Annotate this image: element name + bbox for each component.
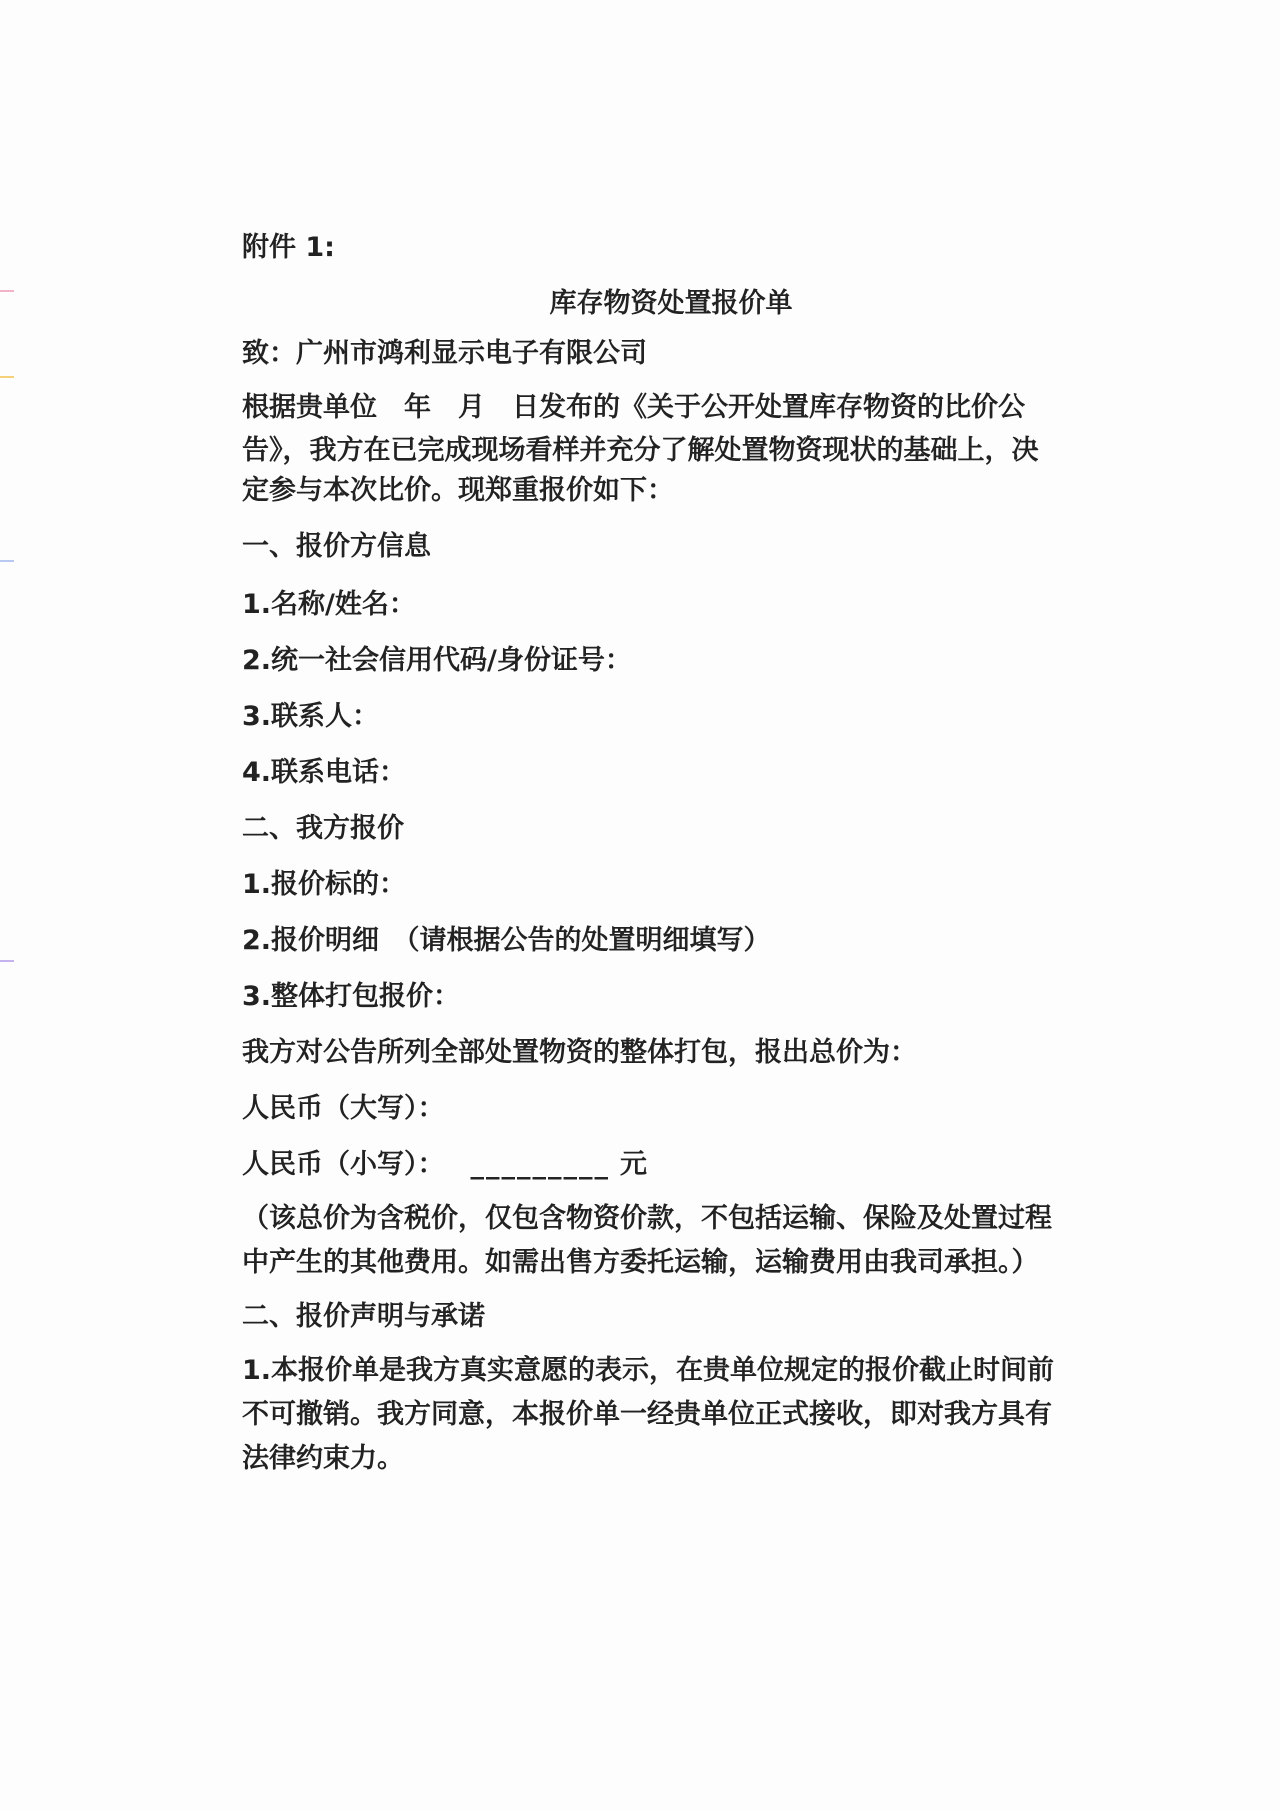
scan-edge-mark <box>0 376 14 378</box>
section-heading-declaration: 二、报价声明与承诺 <box>242 1301 485 1332</box>
declaration-paragraph <box>242 1349 1080 1481</box>
amount-blank: _________ <box>470 1149 610 1180</box>
field-credit-code: 2.统一社会信用代码/身份证号： <box>242 645 632 676</box>
section-heading-our-quote: 二、我方报价 <box>242 813 404 844</box>
quote-item-subject: 1.报价标的： <box>242 869 407 900</box>
intro-line: 告》，我方在已完成现场看样并充分了解处置物资现状的基础上，决 <box>242 435 1039 466</box>
rmb-lowercase-line <box>242 1137 1080 1193</box>
quote-item-package: 3.整体打包报价： <box>242 981 461 1012</box>
price-note-line: （该总价为含税价，仅包含物资价款，不包括运输、保险及处置过程 <box>242 1203 1052 1234</box>
field-name: 1.名称/姓名： <box>242 589 416 620</box>
intro-line: 定参与本次比价。现郑重报价如下： <box>242 475 674 506</box>
intro-line: 根据贵单位 年 月 日发布的《关于公开处置库存物资的比价公 <box>242 392 1025 423</box>
price-note-line: 中产生的其他费用。如需出售方委托运输，运输费用由我司承担。） <box>242 1247 1039 1278</box>
declaration-line: 法律约束力。 <box>242 1443 404 1474</box>
scan-edge-mark <box>0 960 14 962</box>
scan-edge-mark <box>0 560 14 562</box>
attachment-label: 附件 1: <box>242 232 335 263</box>
declaration-line: 1.本报价单是我方真实意愿的表示，在贵单位规定的报价截止时间前 <box>242 1355 1055 1386</box>
field-contact-person: 3.联系人： <box>242 701 380 732</box>
rmb-uppercase-line: 人民币（大写）： <box>242 1093 445 1124</box>
price-note <box>242 1197 1080 1285</box>
rmb-lowercase-label: 人民币（小写）： <box>242 1149 445 1180</box>
quoter-info-fields <box>242 577 1080 801</box>
scan-edge-mark <box>0 290 14 292</box>
document-body <box>242 228 1080 1481</box>
currency-unit: 元 <box>620 1149 647 1180</box>
package-statement: 我方对公告所列全部处置物资的整体打包，报出总价为： <box>242 1037 917 1068</box>
field-contact-phone: 4.联系电话： <box>242 757 407 788</box>
document-title: 库存物资处置报价单 <box>549 288 793 319</box>
recipient-line: 致：广州市鸿利显示电子有限公司 <box>242 338 647 369</box>
intro-paragraph <box>242 384 1080 511</box>
section-heading-quoter-info: 一、报价方信息 <box>242 531 431 562</box>
declaration-line: 不可撤销。我方同意，本报价单一经贵单位正式接收，即对我方具有 <box>242 1399 1052 1430</box>
quote-item-details: 2.报价明细 （请根据公告的处置明细填写） <box>242 925 771 956</box>
